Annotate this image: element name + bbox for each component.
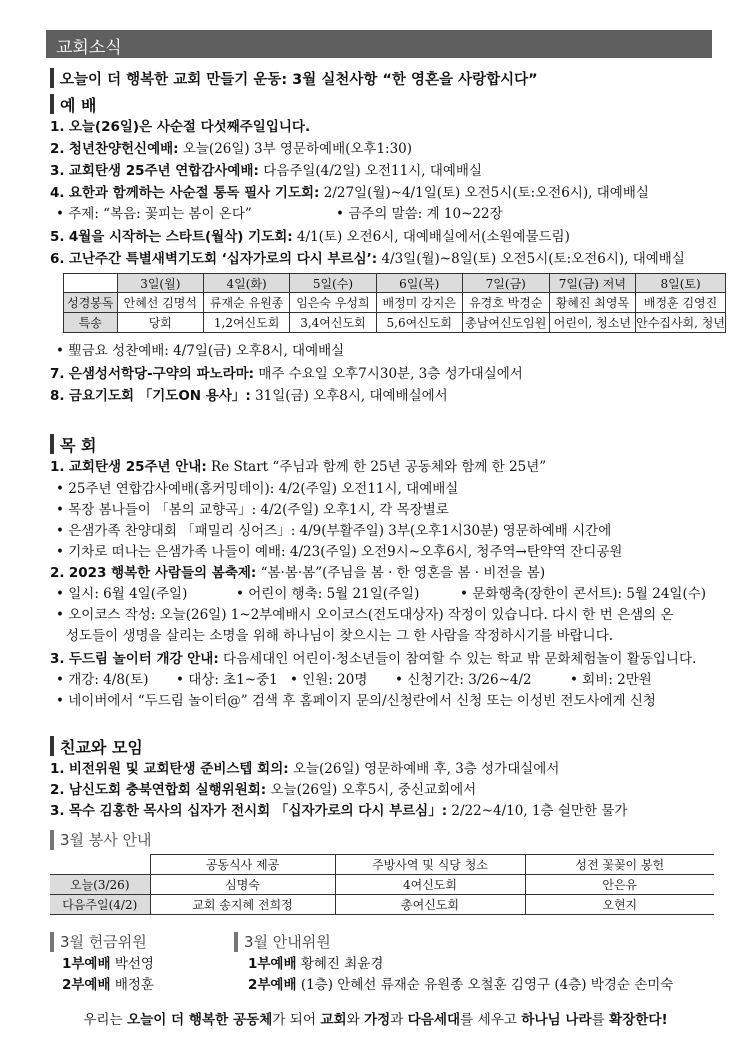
section-title-bar <box>46 30 712 58</box>
worship-item-6: 6. 고난주간 특별새벽기도회 ‘십자가로의 다시 부르심’: 4/3일(월)~8일(토) 오전5시(토:오전6시), 대예배실 <box>50 251 685 267</box>
service-heading: 3월 봉사 안내 <box>60 831 152 849</box>
schedule-row-special-song: 특송 당회 1,2여신도회 3,4여신도회 5,6여신도회 총남여신도임원 어린이, 청소년 안수집사회, 청년 <box>64 313 726 333</box>
slogan-marker <box>50 68 54 88</box>
service-header-row: 공동식사 제공 주방사역 및 식당 청소 성전 꽃꽂이 봉헌 <box>50 855 714 875</box>
prayer-schedule-table <box>63 273 726 333</box>
dodream-fee: • 회비: 2만원 <box>570 672 652 688</box>
service-row-today: 오늘(3/26) 심명숙 4여신도회 안은유 <box>50 875 714 895</box>
service-heading-marker <box>50 830 54 850</box>
worship-item-5: 5. 4월을 시작하는 스타트(월삭) 기도회: 4/1(토) 오전6시, 대예배실에서(소원예물드림) <box>50 229 570 245</box>
worship-heading: 예 배 <box>60 96 97 115</box>
pastoral-item-1-sub-4: • 기차로 떠나는 은샘가족 나들이 예배: 4/23(주일) 오전9시~오후6시, 청주역→탄약역 잔디공원 <box>56 544 623 560</box>
usher-row-1: 1부예배 황혜진 최윤경 <box>248 956 384 972</box>
worship-item-2: 2. 청년찬양헌신예배: 오늘(26일) 3부 영문하예배(오후1:30) <box>50 141 413 157</box>
fellowship-heading: 친교와 모임 <box>60 738 143 757</box>
schedule-row-reading: 성경봉독 안혜선 김명석 류재순 유원종 임은숙 우성희 배정미 강지은 유경호 박경순 황혜진 최영목 배정훈 김영진 <box>64 293 726 313</box>
pastoral-heading-marker <box>50 434 54 454</box>
spring-festival-date: • 일시: 6월 4일(주일) <box>56 586 188 602</box>
oikos-note-line-1: • 오이코스 작성: 오늘(26일) 1~2부예배시 오이코스(전도대상자) 작정이 있습니다. 다시 한 번 은샘의 온 <box>56 607 674 623</box>
oikos-note-line-2: 성도들이 생명을 살리는 소명을 위해 하나님이 찾으시는 그 한 사람을 작정하시기를 바랍니다. <box>66 628 614 644</box>
children-festival: • 어린이 행축: 5월 21일(주일) <box>236 586 420 602</box>
offering-heading-marker <box>50 932 54 952</box>
worship-item-3: 3. 교회탄생 25주년 연합감사예배: 다음주일(4/2일) 오전11시, 대예배실 <box>50 163 483 179</box>
pastoral-item-1-sub-2: • 목장 봄나들이 「봄의 교향곡」: 4/2(주일) 오후1시, 각 목장별로 <box>56 502 449 518</box>
dodream-target: • 대상: 초1~중1 <box>176 672 278 688</box>
pastoral-item-2: 2. 2023 행복한 사람들의 봄축제: “봄·봄·봄”(주님을 봄 · 한 영혼을 봄 · 비전을 봄) <box>50 565 546 581</box>
service-table <box>50 854 714 915</box>
slogan: 오늘이 더 행복한 교회 만들기 운동: 3월 실천사항 “한 영혼을 사랑합시다” <box>60 72 538 88</box>
dodream-capacity: • 인원: 20명 <box>290 672 368 688</box>
offering-row-1: 1부예배 박선영 <box>62 956 154 972</box>
pastoral-heading: 목 회 <box>60 436 97 455</box>
worship-item-4: 4. 요한과 함께하는 사순절 통독 필사 기도회: 2/27일(월)~4/1일(토) 오전5시(토:오전6시), 대예배실 <box>50 185 649 201</box>
dodream-apply-note: • 네이버에서 “두드림 놀이터@” 검색 후 홈페이지 문의/신청란에서 신청 또는 이성빈 전도사에게 신청 <box>56 693 656 709</box>
worship-item-7: 7. 은샘성서학당-구약의 파노라마: 매주 수요일 오후7시30분, 3층 성가대실에서 <box>50 366 523 382</box>
fellowship-item-2: 2. 남신도회 충북연합회 실행위원회: 오늘(26일) 오후5시, 중신교회에서 <box>50 782 477 798</box>
worship-item-8: 8. 금요기도회 「기도ON 용사」: 31일(금) 오후8시, 대예배실에서 <box>50 388 448 404</box>
pastoral-item-1: 1. 교회탄생 25주년 안내: Re Start “주님과 함께 한 25년 공동체와 함께 한 25년” <box>50 459 547 475</box>
fellowship-heading-marker <box>50 736 54 756</box>
dodream-open: • 개강: 4/8(토) <box>56 672 149 688</box>
service-row-next-sunday: 다음주일(4/2) 교회 송지혜 전희정 총여신도회 오현지 <box>50 895 714 915</box>
pastoral-item-1-sub-1: • 25주년 연합감사예배(홈커밍데이): 4/2(주일) 오전11시, 대예배실 <box>56 481 459 497</box>
good-friday-note: • 聖금요 성찬예배: 4/7일(금) 오후8시, 대예배실 <box>56 343 345 359</box>
pastoral-item-3: 3. 두드림 놀이터 개강 안내: 다음세대인 어린이·청소년들이 참여할 수 있는 학교 밖 문화체험놀이 활동입니다. <box>50 651 697 667</box>
fellowship-item-1: 1. 비전위원 및 교회탄생 준비스텝 회의: 오늘(26일) 영문하예배 후, 3층 성가대실에서 <box>50 761 560 777</box>
offering-row-2: 2부예배 배정훈 <box>62 977 154 993</box>
pastoral-item-1-sub-3: • 은샘가족 찬양대회 「패밀리 싱어즈」: 4/9(부활주일) 3부(오후1시30분) 영문하예배 시간에 <box>56 523 612 539</box>
worship-item-4-theme: • 주제: “복음: 꽃피는 봄이 온다” <box>56 206 252 222</box>
worship-heading-marker <box>50 94 54 114</box>
dodream-period: • 신청기간: 3/26~4/2 <box>395 672 532 688</box>
offering-heading: 3월 헌금위원 <box>60 933 147 951</box>
schedule-header-row: 3일(월) 4일(화) 5일(수) 6일(목) 7일(금) 7일(금) 저녁 8일(토) <box>64 274 726 293</box>
fellowship-item-3: 3. 목수 김홍한 목사의 십자가 전시회 「십자가로의 다시 부르심」: 2/22~4/10, 1층 쉴만한 물가 <box>50 803 628 819</box>
church-motto: 우리는 오늘이 더 행복한 공동체가 되어 교회와 가정과 다음세대를 세우고 하나님 나라를 확장한다! <box>83 1012 668 1028</box>
usher-row-2: 2부예배 (1층) 안혜선 류재순 유원종 오철훈 김영구 (4층) 박경순 손미숙 <box>248 977 674 993</box>
worship-item-4-scripture: • 금주의 말씀: 계 10~22장 <box>336 206 503 222</box>
usher-heading: 3월 안내위원 <box>244 933 331 951</box>
culture-festival: • 문화행축(장한이 콘서트): 5월 24일(수) <box>460 586 707 602</box>
worship-item-1: 1. 오늘(26일)은 사순절 다섯째주일입니다. <box>50 119 311 135</box>
section-title: 교회소식 <box>56 38 122 58</box>
usher-heading-marker <box>234 932 238 952</box>
